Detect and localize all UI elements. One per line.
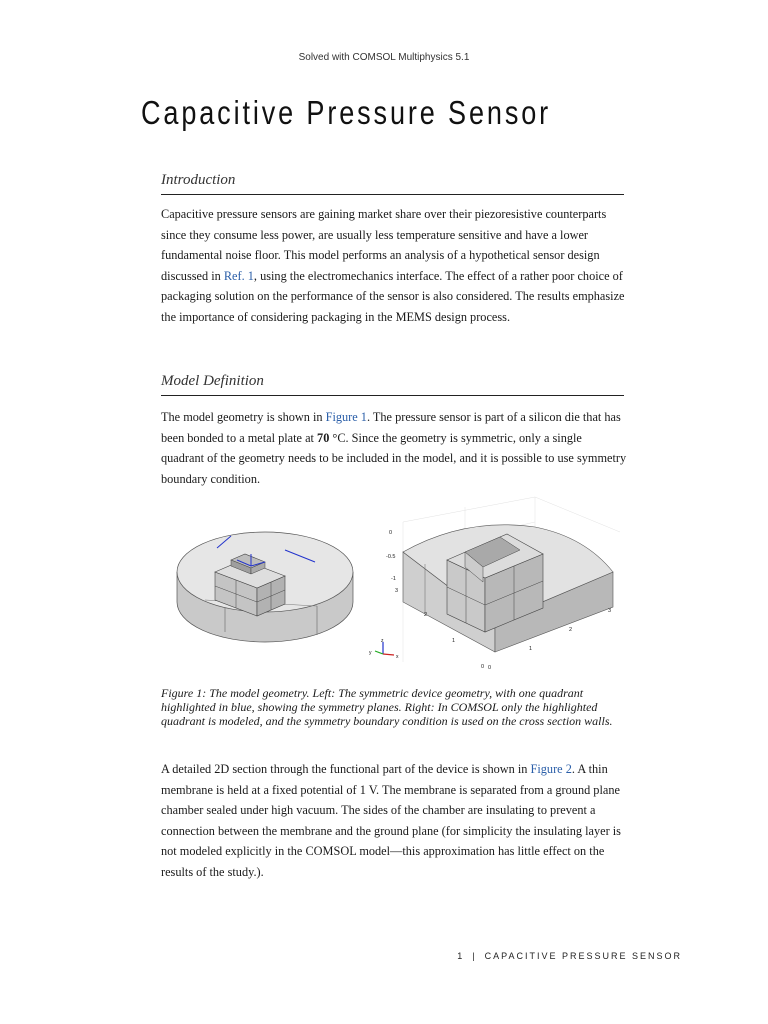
coordinate-triad <box>369 638 399 660</box>
x-tick-0: 0 <box>488 665 492 671</box>
intro-text-1: Capacitive pressure sensors are gaining market share over their piezoresistive counterparts since they consume less power, are usually less temperature sensitive and have a lower fundamental noise floor. This model performs an analysis of a hypothetical sensor design discussed in <box>161 207 607 283</box>
y-tick-3: 3 <box>395 588 399 594</box>
page-footer <box>457 951 682 961</box>
temperature-value: 70 <box>317 430 330 445</box>
intro-text-2: , using the electromechanics interface. The effect of a rather poor choice of packaging solution on the performance of the sensor is also considered. The results emphasize the importance of considering packaging in the MEMS design process. <box>161 268 625 324</box>
z-tick-minus-0-5: -0.5 <box>386 554 396 560</box>
model-definition-paragraph-1 <box>161 407 627 489</box>
ref-1-link[interactable]: Ref. 1 <box>223 268 254 283</box>
running-header: Solved with COMSOL Multiphysics 5.1 <box>298 52 470 63</box>
y-tick-0: 0 <box>481 664 485 670</box>
full-device-geometry <box>177 532 353 642</box>
figure-1-link[interactable]: Figure 1 <box>325 410 367 424</box>
x-tick-3: 3 <box>608 608 612 614</box>
md-p1-text-3: °C. Since the geometry is symmetric, only a single quadrant of the geometry needs to be included in the model, and it is possible to use symmetry boundary condition. <box>161 430 627 486</box>
footer-separator: | <box>472 951 477 961</box>
page-number: 1 <box>457 951 465 961</box>
md-p2-text-2: . A thin membrane is held at a fixed potential of 1 V. The membrane is separated from a ground plane chamber sealed under high vacuum. The sides of the chamber are insulating to prevent a connection between the membrane and the ground plane (for simplicity the insulating layer is not modeled explicitly in the COMSOL model—this approximation has little effect on the results of the study.). <box>161 762 621 879</box>
model-definition-paragraph-2 <box>161 759 627 882</box>
x-tick-1: 1 <box>529 646 533 652</box>
figure-1-caption: Figure 1: The model geometry. Left: The symmetric device geometry, with one quadrant highlighted in blue, showing the symmetry planes. Right: In COMSOL only the highlighted quadrant is modeled, and the symmetry boundary condition is used on the cross section walls. <box>161 686 613 728</box>
triad-x-label: x <box>396 654 399 660</box>
figure-1-model-geometry <box>165 492 625 672</box>
md-p1-text-1: The model geometry is shown in <box>161 410 326 424</box>
introduction-heading: Introduction <box>161 172 624 195</box>
footer-title: CAPACITIVE PRESSURE SENSOR <box>484 951 682 961</box>
z-tick-minus-1: -1 <box>391 576 396 582</box>
model-definition-heading: Model Definition <box>161 373 624 396</box>
triad-y-label: y <box>369 650 372 656</box>
y-tick-2: 2 <box>424 612 428 618</box>
quadrant-geometry <box>403 497 620 662</box>
figure-2-link[interactable]: Figure 2 <box>530 762 572 776</box>
x-tick-2: 2 <box>569 627 573 633</box>
triad-z-label: z <box>381 638 384 644</box>
introduction-paragraph <box>161 204 627 327</box>
z-tick-0: 0 <box>389 530 393 536</box>
document-title: Capacitive Pressure Sensor <box>141 94 552 131</box>
y-tick-1: 1 <box>452 638 456 644</box>
md-p1-text-2: . The pressure sensor is part of a silicon die that has been bonded to a metal plate at <box>161 410 621 445</box>
md-p2-text-1: A detailed 2D section through the functional part of the device is shown in <box>161 762 531 776</box>
